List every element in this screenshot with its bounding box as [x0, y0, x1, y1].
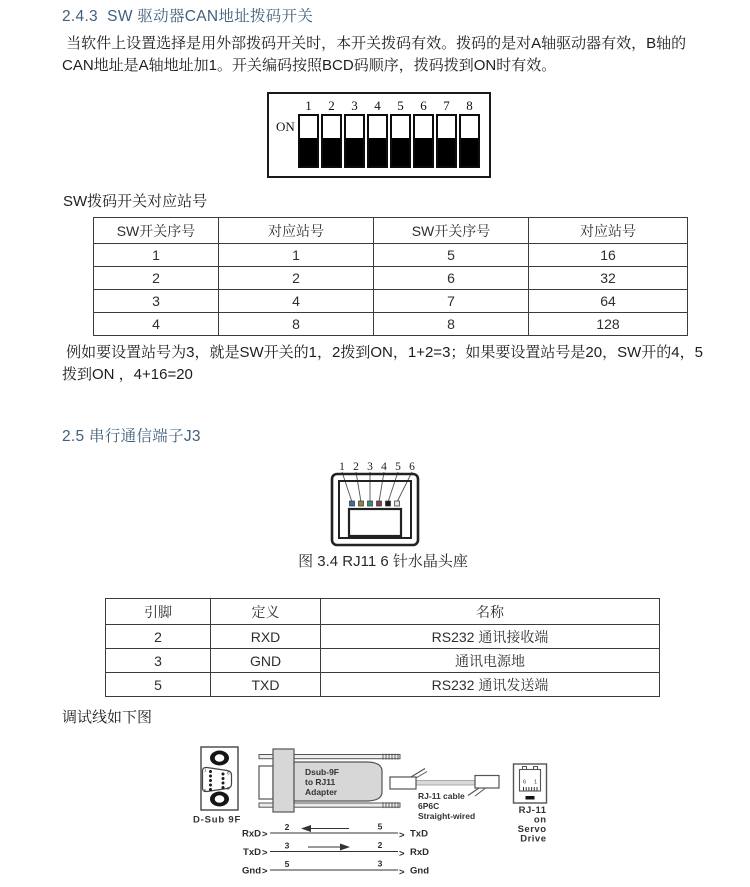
cell: 2 [219, 267, 374, 290]
rj11-pin-4 [377, 501, 382, 506]
debug-cable-label: 调试线如下图 [62, 709, 153, 726]
dip-switch-off-part [300, 138, 317, 166]
jack-label: Servo [517, 824, 547, 835]
chevron-icon: > [262, 829, 268, 840]
dsub-9f-connector [193, 747, 241, 826]
table-row [106, 625, 660, 649]
dip-switch-off-part [415, 138, 432, 166]
chevron-icon: > [399, 830, 405, 841]
chevron-icon: > [399, 848, 405, 860]
cell: 64 [529, 290, 688, 313]
dip-switch-column [368, 98, 387, 168]
dip-number: 6 [420, 98, 427, 113]
table-header-row [94, 218, 688, 244]
cable-label: RJ-11 cable [418, 791, 465, 801]
cell: 2 [94, 267, 219, 290]
cell: 4 [94, 313, 219, 336]
col-header: SW开关序号 [374, 218, 529, 244]
arrow-left-icon [301, 825, 349, 832]
cell: 1 [219, 244, 374, 267]
rj11-pin-number: 2 [353, 461, 359, 473]
chevron-icon: > [262, 866, 268, 877]
cell: 7 [374, 290, 529, 313]
dip-switch-2 [321, 114, 342, 168]
jack-label: Drive [520, 833, 547, 845]
table-row [106, 649, 660, 673]
dip-switch-column [322, 98, 341, 168]
dip-number: 5 [397, 98, 404, 113]
col-header: 对应站号 [219, 218, 374, 244]
table-row [94, 290, 688, 313]
cell: 6 [374, 267, 529, 290]
dip-switch-5 [390, 114, 411, 168]
wire-row-txd-rxd [243, 840, 429, 860]
dsub-label: D-Sub 9F [193, 814, 242, 826]
wire-left-pin: 5 [284, 859, 290, 869]
cell: 通讯电源地 [321, 649, 660, 673]
wire-left-label: RxD [241, 828, 261, 840]
dip-switch-8 [459, 114, 480, 168]
adapter-label: to RJ11 [305, 777, 336, 787]
col-header: SW开关序号 [94, 218, 219, 244]
rj11-pin-number: 1 [339, 461, 345, 473]
rj11-pin-3 [368, 501, 373, 506]
rj11-pin-number: 5 [395, 461, 401, 473]
dsub-pin-label: 9 [227, 786, 230, 791]
table-row [94, 267, 688, 290]
dip-switch-off-part [438, 138, 455, 166]
col-header: 定义 [211, 599, 321, 625]
dip-number: 1 [305, 98, 312, 113]
section-243-paragraph: 当软件上设置选择是用外部拨码开关时，本开关拨码有效。拨码的是对A轴驱动器有效，B轴的CAN地址是A轴地址加1。开关编码按照BCD码顺序，拨码拨到ON时有效。 [62, 35, 687, 74]
dip-number: 4 [374, 98, 381, 113]
cell: GND [211, 649, 321, 673]
dip-switch-off-part [392, 138, 409, 166]
jack-label: RJ-11 [518, 805, 547, 816]
dsub-pin-label: 6 [227, 770, 230, 776]
cell: 3 [106, 649, 211, 673]
dip-switch-off-part [323, 138, 340, 166]
adapter-label: Adapter [305, 787, 338, 797]
cell: 128 [529, 313, 688, 336]
dip-number: 8 [466, 98, 473, 113]
wire-right-label: RxD [410, 847, 430, 858]
sw-station-table [93, 217, 688, 336]
example-paragraph: 例如要设置站号为3，就是SW开关的1，2拨到ON，1+2=3；如果要设置站号是20，SW开的4，5拨到ON ，4+16=20 [62, 344, 703, 383]
dip-switch-column [460, 98, 479, 168]
jack-label: on [533, 814, 547, 826]
pin-definition-table [105, 598, 660, 697]
dip-switch-off-part [461, 138, 478, 166]
dip-switch-column [414, 98, 433, 168]
rj11-pin-number: 3 [367, 461, 373, 473]
rj11-plug [475, 776, 499, 789]
cell: 5 [106, 673, 211, 697]
adapter-label: Dsub-9F [305, 767, 339, 777]
cell: RS232 通讯接收端 [321, 625, 660, 649]
table-row [94, 313, 688, 336]
cell: RXD [211, 625, 321, 649]
cell: 8 [219, 313, 374, 336]
chevron-icon: > [399, 867, 405, 878]
cell: 32 [529, 267, 688, 290]
cable-label: Straight-wired [418, 811, 476, 821]
cable-label: 6P6C [418, 801, 440, 811]
dsub-pin-label: 5 [204, 788, 207, 793]
rj11-pin-6 [395, 501, 400, 506]
rj11-socket-figure [329, 459, 421, 549]
rj11-opening [349, 509, 401, 536]
dip-switch-off-part [346, 138, 363, 166]
jack-pin-label: 6 [523, 779, 527, 786]
section-25-heading: 2.5 串行通信端子J3 [62, 428, 201, 445]
cell: RS232 通讯发送端 [321, 673, 660, 697]
rj11-pin-2 [359, 501, 364, 506]
dip-switch-off-part [369, 138, 386, 166]
debug-cable-diagram [183, 733, 567, 887]
dip-switch-row [299, 98, 479, 168]
wire-left-pin: 2 [284, 822, 290, 832]
col-header: 名称 [321, 599, 660, 625]
dip-switch-6 [413, 114, 434, 168]
cell: 5 [374, 244, 529, 267]
rj11-pin-number: 6 [409, 461, 415, 473]
rj11-jack-on-drive [514, 764, 547, 845]
dip-switch-7 [436, 114, 457, 168]
dip-switch-column [345, 98, 364, 168]
wire-right-pin: 2 [377, 840, 383, 850]
wire-row-rxd-txd [242, 822, 428, 842]
dip-switch-figure [267, 92, 491, 178]
col-header: 引脚 [106, 599, 211, 625]
dsub-to-rj11-adapter [259, 749, 400, 812]
rj11-pin-number: 4 [381, 461, 387, 473]
dsub-pin-label: 1 [204, 767, 207, 773]
arrow-right-icon [308, 844, 350, 851]
wire-left-label: Gnd [242, 865, 261, 877]
dip-switch-column [391, 98, 410, 168]
cell: TXD [211, 673, 321, 697]
dip-switch-1 [298, 114, 319, 168]
dip-switch-column [437, 98, 456, 168]
table1-caption: SW拨码开关对应站号 [63, 193, 208, 210]
cell: 16 [529, 244, 688, 267]
dip-on-label: ON [276, 119, 295, 134]
dip-number: 7 [443, 98, 450, 113]
wire-right-label: TxD [410, 828, 428, 840]
wire-left-label: TxD [243, 847, 261, 858]
wire-right-pin: 3 [377, 858, 383, 869]
rj11-cable [390, 769, 499, 822]
rj11-leader-lines [342, 472, 412, 502]
cell: 1 [94, 244, 219, 267]
dip-switch-4 [367, 114, 388, 168]
cell: 8 [374, 313, 529, 336]
rj11-pin-5 [386, 501, 391, 506]
wire-row-gnd [242, 859, 429, 879]
rj11-figure-caption: 图 3.4 RJ11 6 针水晶头座 [298, 553, 468, 570]
rj11-pin-1 [350, 501, 355, 506]
table-header-row [106, 599, 660, 625]
col-header: 对应站号 [529, 218, 688, 244]
table-row [106, 673, 660, 697]
cell: 4 [219, 290, 374, 313]
table-row [94, 244, 688, 267]
dip-number: 3 [351, 98, 358, 113]
dip-number: 2 [328, 98, 335, 113]
jack-pin-label: 1 [533, 779, 537, 786]
chevron-icon: > [262, 847, 268, 859]
wire-right-pin: 5 [377, 821, 383, 832]
wire-left-pin: 3 [284, 840, 290, 851]
section-243-heading: 2.4.3 SW 驱动器CAN地址拨码开关 [62, 8, 314, 25]
rj11-plug [390, 777, 416, 789]
cell: 2 [106, 625, 211, 649]
wire-right-label: Gnd [410, 865, 429, 877]
dip-switch-3 [344, 114, 365, 168]
cell: 3 [94, 290, 219, 313]
dip-switch-column [299, 98, 318, 168]
